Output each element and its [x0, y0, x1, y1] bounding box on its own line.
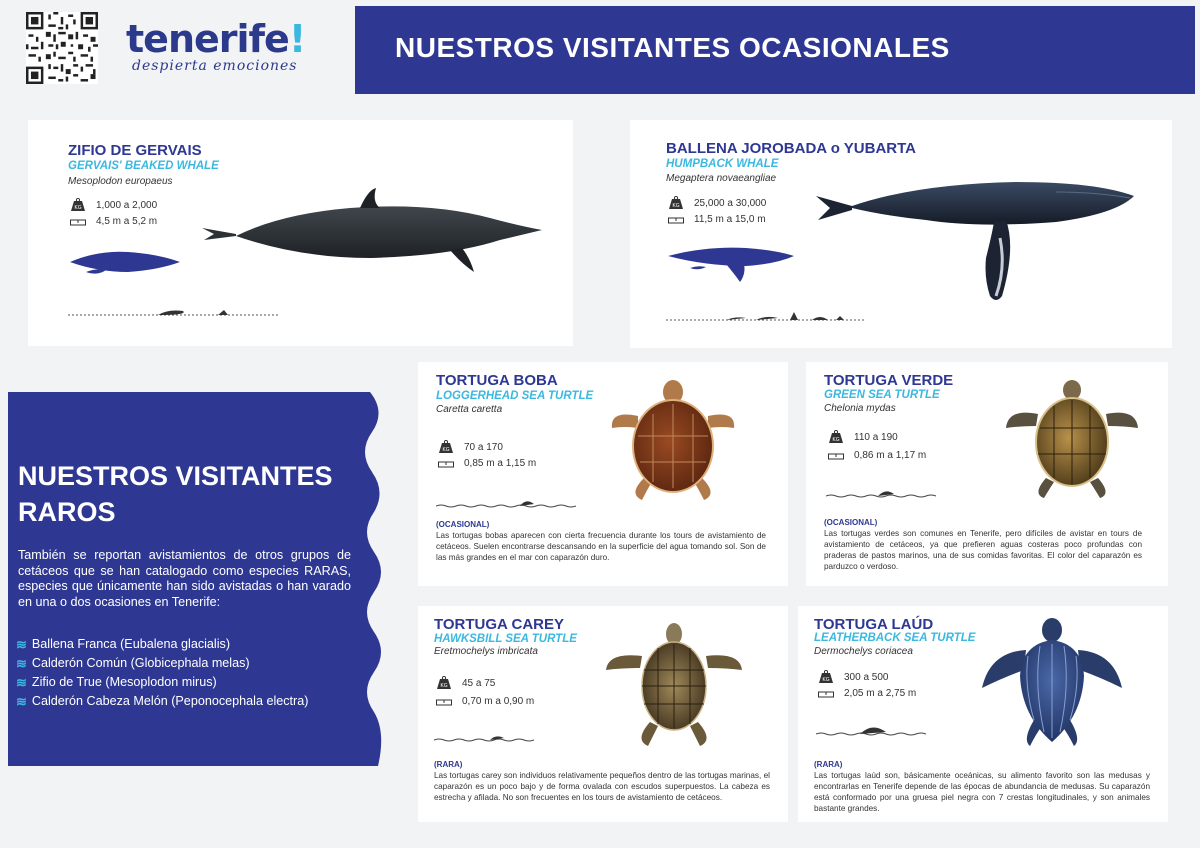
species-scientific-name: Eretmochelys imbricata — [434, 646, 538, 657]
wave-icon: ≋ — [16, 675, 27, 690]
weight-value: 110 a 190 — [854, 431, 898, 443]
length-stat — [828, 450, 926, 461]
card-tortuga-carey — [418, 606, 788, 822]
rarity-status: (OCASIONAL) — [824, 518, 878, 527]
tenerife-logo[interactable] — [126, 17, 326, 76]
species-english-name: GERVAIS' BEAKED WHALE — [68, 160, 219, 172]
ruler-length-icon — [70, 217, 86, 227]
kg-weight-icon — [438, 440, 454, 454]
kg-weight-icon — [436, 676, 452, 690]
wave-icon: ≋ — [16, 694, 27, 709]
species-description: Las tortugas bobas aparecen con cierta frecuencia durante los tours de avistamiento de cetáceos. Suelen encontrarse descansando en la superficie del agua tomando sol. Son de las más grandes en el mar con caparazón duro. — [436, 531, 766, 562]
species-scientific-name: Mesoplodon europaeus — [68, 176, 173, 187]
weight-value: 300 a 500 — [844, 671, 889, 683]
surface-silhouette-icon — [666, 310, 866, 324]
logo-tagline: despierta emociones — [132, 58, 298, 74]
humpback-whale-image — [816, 178, 1136, 308]
surface-silhouette-icon — [826, 486, 936, 500]
length-stat — [438, 458, 536, 469]
ruler-length-icon — [436, 697, 452, 707]
species-name: TORTUGA BOBA — [436, 372, 558, 389]
length-value: 0,86 m a 1,17 m — [854, 450, 927, 461]
species-name: TORTUGA LAÚD — [814, 616, 934, 633]
species-english-name: LOGGERHEAD SEA TURTLE — [436, 390, 594, 402]
species-scientific-name: Megaptera novaeangliae — [666, 173, 777, 184]
list-item-label: Zifio de True (Mesoplodon mirus) — [31, 675, 217, 689]
kg-weight-icon — [70, 198, 86, 212]
species-english-name: HAWKSBILL SEA TURTLE — [434, 633, 577, 645]
length-stat — [668, 214, 766, 225]
size-comparison-icon — [666, 244, 796, 284]
length-value: 11,5 m a 15,0 m — [694, 214, 766, 225]
species-scientific-name: Dermochelys coriacea — [814, 646, 913, 657]
svg-text:KG: KG — [442, 447, 450, 453]
length-value: 4,5 m a 5,2 m — [96, 216, 158, 227]
weight-value: 1,000 a 2,000 — [96, 199, 158, 211]
rarity-status: (OCASIONAL) — [436, 520, 490, 529]
weight-stat — [70, 198, 157, 212]
rare-species-list — [16, 635, 308, 711]
surface-silhouette-icon — [68, 306, 278, 320]
length-value: 0,70 m a 0,90 m — [462, 696, 535, 707]
rare-visitors-intro: También se reportan avistamientos de otros grupos de cetáceos que se han catalogado como especies RARAS, especies que únicamente han sido avistadas o han varado en una o dos ocasiones en Tenerife: — [18, 548, 351, 609]
surface-silhouette-icon — [436, 496, 576, 510]
wave-icon: ≋ — [16, 656, 27, 671]
species-scientific-name: Caretta caretta — [436, 404, 503, 415]
qr-code[interactable] — [26, 12, 98, 84]
leatherback-turtle-image — [982, 616, 1122, 750]
loggerhead-turtle-image — [608, 378, 738, 508]
species-name: TORTUGA CAREY — [434, 616, 565, 633]
weight-value: 25,000 a 30,000 — [694, 197, 767, 209]
rarity-status: (RARA) — [434, 760, 463, 769]
length-stat — [70, 216, 157, 227]
species-name: TORTUGA VERDE — [824, 372, 954, 389]
card-tortuga-laud — [798, 606, 1168, 822]
species-name: BALLENA JOROBADA o YUBARTA — [666, 140, 916, 157]
logo-wordmark: tenerife! — [126, 17, 306, 61]
wave-icon: ≋ — [16, 637, 27, 652]
hawksbill-turtle-image — [604, 622, 744, 750]
title-banner — [355, 6, 1195, 94]
weight-stat — [668, 196, 766, 210]
weight-stat — [818, 670, 889, 684]
rare-visitors-title: NUESTROS VISITANTES RAROS — [18, 461, 333, 527]
page-title: NUESTROS VISITANTES OCASIONALES — [395, 32, 950, 63]
size-comparison-icon — [68, 246, 182, 278]
weight-stat — [438, 440, 503, 454]
card-zifio — [28, 120, 573, 346]
weight-stat — [436, 676, 495, 690]
qr-code-image — [26, 12, 98, 84]
species-english-name: LEATHERBACK SEA TURTLE — [814, 632, 976, 644]
gervais-beaked-whale-image — [200, 184, 546, 278]
length-value: 0,85 m a 1,15 m — [464, 458, 537, 469]
svg-text:KG: KG — [822, 677, 830, 683]
list-item — [16, 654, 308, 673]
svg-text:KG: KG — [74, 205, 82, 211]
species-description: Las tortugas laúd son, básicamente oceánicas, su alimento favorito son las medusas y encontrarlas en Tenerife depende de las épocas de abundancia de medusas. Su caparazón está conformado por una gruesa piel negra con 7 crestas longitudinales, y son animales bastante grandes. — [814, 771, 1150, 813]
svg-text:KG: KG — [832, 437, 840, 443]
length-stat — [818, 688, 916, 699]
list-item-label: Calderón Cabeza Melón (Peponocephala electra) — [31, 694, 309, 708]
length-stat — [436, 696, 534, 707]
kg-weight-icon — [828, 430, 844, 444]
kg-weight-icon — [818, 670, 834, 684]
weight-value: 45 a 75 — [462, 677, 496, 689]
species-english-name: HUMPBACK WHALE — [666, 158, 779, 170]
species-english-name: GREEN SEA TURTLE — [824, 389, 940, 401]
surface-silhouette-icon — [816, 722, 926, 738]
weight-stat — [828, 430, 898, 444]
green-turtle-image — [1002, 378, 1142, 504]
species-description: Las tortugas verdes son comunes en Tenerife, pero difíciles de avistar en tours de avistamiento de cetáceos, ya que prefieren aguas costeras poco profundas con praderas de pastos marinos, una de sus comidas favoritas. El color del caparazón es parduzco o verdoso. — [824, 529, 1142, 571]
ruler-length-icon — [438, 459, 454, 469]
list-item — [16, 635, 308, 654]
card-tortuga-verde — [806, 362, 1168, 586]
kg-weight-icon — [668, 196, 684, 210]
list-item-label: Ballena Franca (Eubalena glacialis) — [31, 637, 231, 651]
ruler-length-icon — [818, 689, 834, 699]
list-item-label: Calderón Común (Globicephala melas) — [31, 656, 250, 670]
length-value: 2,05 m a 2,75 m — [844, 688, 917, 699]
list-item — [16, 692, 308, 711]
species-description: Las tortugas carey son individuos relativamente pequeños dentro de las tortugas marinas, el caparazón es un poco bajo y de forma ovalada con escudos superpuestos. La cabeza es estrecha y afilada. No son frecuentes en los tours de avistamiento de cetáceos. — [434, 771, 770, 802]
rarity-status: (RARA) — [814, 760, 843, 769]
species-name: ZIFIO DE GERVAIS — [68, 142, 202, 159]
species-scientific-name: Chelonia mydas — [824, 403, 896, 414]
weight-value: 70 a 170 — [464, 441, 503, 453]
card-ballena — [630, 120, 1172, 348]
surface-silhouette-icon — [434, 730, 534, 744]
card-tortuga-boba — [418, 362, 788, 586]
ruler-length-icon — [668, 215, 684, 225]
svg-text:KG: KG — [672, 203, 680, 209]
svg-text:KG: KG — [440, 683, 448, 689]
ruler-length-icon — [828, 451, 844, 461]
list-item — [16, 673, 308, 692]
